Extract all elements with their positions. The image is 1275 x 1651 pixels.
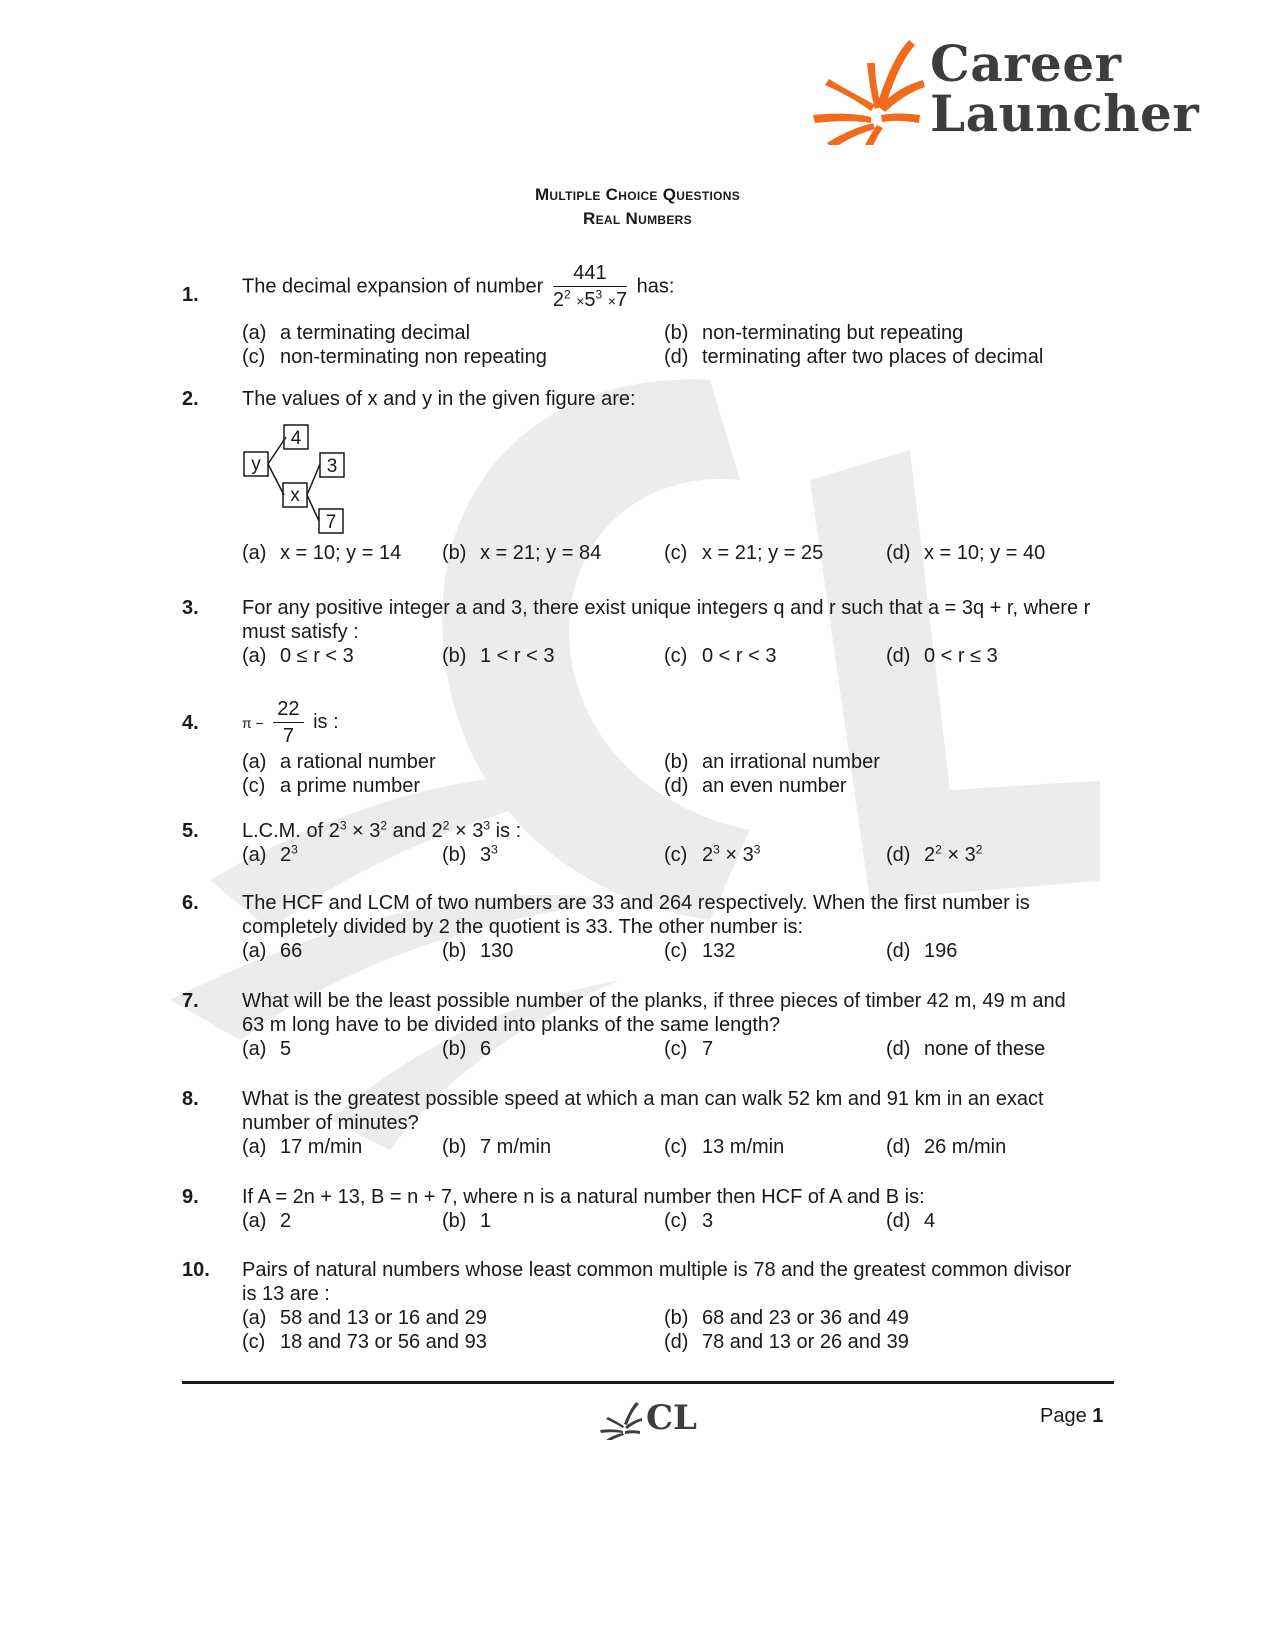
option-a [242, 321, 470, 345]
option-label: (b) [664, 751, 689, 773]
question-text: What is the greatest possible speed at which a man can walk 52 km and 91 km in an exact [242, 1088, 1044, 1110]
option-text: a rational number [280, 751, 436, 773]
option-exp: 3 [291, 842, 298, 857]
option-c [664, 1037, 713, 1061]
page-number [1040, 1405, 1103, 1428]
option-label: (b) [442, 940, 467, 962]
option-text: 1 [480, 1210, 492, 1232]
question-text-before: The decimal expansion of number [242, 275, 544, 298]
q5-part: is : [490, 820, 522, 842]
option-text: terminating after two places of decimal [702, 346, 1044, 368]
fraction-denominator [553, 287, 627, 313]
option-text: 196 [924, 940, 958, 962]
option-b [442, 939, 513, 963]
option-text: none of these [924, 1038, 1046, 1060]
option-text: 3 [702, 1210, 714, 1232]
option-c [242, 774, 420, 798]
q5-part: × 3 [449, 820, 484, 842]
option-text: 58 and 13 or 16 and 29 [280, 1307, 487, 1329]
option-c [664, 1135, 784, 1159]
option-text: 17 m/min [280, 1136, 363, 1158]
question-text-line-2: must satisfy : [242, 621, 359, 643]
question-number: 4. [182, 712, 199, 734]
page-subtitle: Real Numbers [583, 209, 692, 228]
option-a [242, 1037, 291, 1061]
den-base-1: 2 [552, 289, 564, 311]
option-label: (b) [442, 1136, 467, 1158]
option-text: x = 10; y = 14 [280, 542, 402, 564]
question-text-line-2: 63 m long have to be divided into planks of the same length? [242, 1014, 781, 1036]
option-label: (a) [242, 751, 267, 773]
page-title: Multiple Choice Questions [534, 185, 741, 204]
option-exp: 3 [753, 842, 761, 857]
q5-exp: 3 [483, 818, 491, 833]
pi-minus: π − [242, 714, 264, 731]
question-number: 10. [182, 1259, 210, 1281]
option-label: (a) [242, 1210, 267, 1232]
fraction [273, 697, 303, 748]
option-text: 5 [280, 1038, 292, 1060]
question-text-line-2: is 13 are : [242, 1283, 330, 1305]
option-d [886, 843, 982, 867]
question-text [242, 697, 1102, 748]
option-text: x = 21; y = 25 [702, 542, 824, 564]
option-text: 66 [280, 940, 303, 962]
tree-label-3: 3 [326, 456, 338, 477]
option-label: (b) [442, 844, 467, 866]
option-label: (c) [664, 844, 688, 866]
option-text: x = 21; y = 84 [480, 542, 602, 564]
option-a [242, 750, 436, 774]
option-text: 68 and 23 or 36 and 49 [702, 1307, 909, 1329]
option-b [442, 541, 601, 565]
document-header [0, 183, 1275, 231]
q5-exp: 3 [339, 818, 347, 833]
option-text: 130 [480, 940, 514, 962]
option-text: 132 [702, 940, 736, 962]
option-d [886, 1135, 1006, 1159]
option-b [442, 1037, 491, 1061]
option-label: (b) [442, 1210, 467, 1232]
question-number: 3. [182, 597, 199, 619]
option-label: (d) [664, 775, 689, 797]
option-label: (d) [886, 1038, 911, 1060]
footer-divider [182, 1381, 1114, 1384]
option-label: (c) [664, 1038, 688, 1060]
option-label: (b) [664, 1307, 689, 1329]
factor-tree-figure [242, 423, 362, 543]
option-text: an irrational number [702, 751, 880, 773]
footer-burst-icon [598, 1400, 642, 1440]
option-exp: 3 [491, 842, 498, 857]
question-text: What will be the least possible number of the planks, if three pieces of timber 42 m, 49 m and [242, 990, 1066, 1012]
fraction-numerator: 22 [273, 697, 303, 723]
tree-label-7: 7 [325, 512, 337, 533]
option-c [664, 541, 823, 565]
den-base-3: 7 [615, 289, 628, 311]
option-label: (c) [242, 346, 266, 368]
option-text: 0 < r ≤ 3 [924, 645, 998, 667]
option-label: (c) [664, 542, 688, 564]
tree-label-y: y [251, 454, 261, 475]
option-text: a prime number [280, 775, 421, 797]
option-exp: 2 [935, 842, 942, 857]
option-label: (a) [242, 844, 267, 866]
option-label: (b) [664, 322, 689, 344]
logo-line-2: Launcher [930, 84, 1200, 143]
option-text: 4 [924, 1210, 936, 1232]
option-a [242, 541, 401, 565]
fraction-denominator: 7 [282, 725, 294, 747]
option-text: 26 m/min [924, 1136, 1007, 1158]
option-label: (b) [442, 542, 467, 564]
logo-burst-icon [805, 35, 925, 145]
option-label: (d) [886, 542, 911, 564]
question-text: For any positive integer a and 3, there exist unique integers q and r such that a = 3q + r, where r [242, 597, 1091, 619]
option-label: (d) [664, 346, 689, 368]
question-number: 5. [182, 820, 199, 842]
question-text: Pairs of natural numbers whose least common multiple is 78 and the greatest common divisor [242, 1259, 1072, 1281]
den-base-2: 5 [584, 289, 596, 311]
q5-part: L.C.M. of 2 [242, 820, 340, 842]
page-label: Page [1040, 1405, 1087, 1427]
option-exp: 3 [713, 842, 720, 857]
question-text: If A = 2n + 13, B = n + 7, where n is a natural number then HCF of A and B is: [242, 1186, 925, 1208]
den-exp-1: 2 [563, 287, 571, 302]
option-c [242, 1330, 487, 1354]
option-text: a terminating decimal [280, 322, 471, 344]
option-b [664, 1306, 909, 1330]
q5-exp: 2 [442, 818, 450, 833]
page-number-value: 1 [1092, 1405, 1104, 1427]
option-text: 1 < r < 3 [480, 645, 555, 667]
option-label: (a) [242, 940, 267, 962]
option-label: (b) [442, 645, 467, 667]
option-text: 13 m/min [702, 1136, 785, 1158]
option-d [664, 774, 847, 798]
option-text: 2 [280, 1210, 292, 1232]
option-label: (b) [442, 1038, 467, 1060]
option-d [664, 345, 1043, 369]
option-label: (c) [664, 645, 688, 667]
option-label: (c) [242, 1331, 266, 1353]
option-text: x = 10; y = 40 [924, 542, 1046, 564]
option-a [242, 843, 298, 867]
career-launcher-logo [805, 34, 1200, 145]
option-label: (a) [242, 1038, 267, 1060]
option-mid: × 3 [719, 844, 754, 866]
option-text: non-terminating non repeating [280, 346, 547, 368]
question-text: The values of x and y in the given figure are: [242, 388, 636, 410]
option-b [442, 1209, 491, 1233]
question-text [242, 819, 1102, 843]
question-text: The HCF and LCM of two numbers are 33 and 264 respectively. When the first number is [242, 892, 1030, 914]
tree-label-x: x [290, 485, 300, 506]
option-c [664, 939, 735, 963]
option-text: 6 [480, 1038, 492, 1060]
den-times-2: × [607, 293, 616, 309]
option-base: 2 [280, 844, 292, 866]
option-d [886, 1037, 1045, 1061]
option-c [664, 1209, 713, 1233]
question-number: 1. [182, 284, 199, 306]
option-label: (a) [242, 322, 267, 344]
option-text: 78 and 13 or 26 and 39 [702, 1331, 909, 1353]
option-b [664, 321, 963, 345]
option-c [664, 843, 760, 867]
question-number: 8. [182, 1088, 199, 1110]
option-d [664, 1330, 909, 1354]
option-label: (a) [242, 645, 267, 667]
option-a [242, 1306, 487, 1330]
den-exp-2: 3 [595, 287, 603, 302]
footer-cl-logo [598, 1398, 697, 1442]
question-number: 6. [182, 892, 199, 914]
fraction-numerator: 441 [553, 261, 627, 287]
option-label: (a) [242, 542, 267, 564]
option-c [242, 345, 547, 369]
question-number: 7. [182, 990, 199, 1012]
option-b [442, 1135, 551, 1159]
option-c [664, 644, 777, 668]
question-number: 9. [182, 1186, 199, 1208]
question-text-after: has: [636, 275, 675, 298]
question-text [242, 261, 1102, 313]
option-label: (a) [242, 1307, 267, 1329]
question-text-line-2: number of minutes? [242, 1112, 419, 1134]
option-exp: 2 [975, 842, 983, 857]
option-a [242, 1209, 291, 1233]
q5-part: × 3 [346, 820, 381, 842]
option-b [442, 843, 498, 867]
option-a [242, 1135, 362, 1159]
question-text-after: is : [313, 710, 339, 733]
option-label: (c) [664, 1136, 688, 1158]
option-d [886, 1209, 935, 1233]
option-d [886, 939, 957, 963]
option-b [442, 644, 555, 668]
fraction [553, 261, 627, 313]
logo-line-1: Career [930, 34, 1122, 93]
option-label: (d) [886, 1136, 911, 1158]
option-label: (d) [886, 844, 911, 866]
option-text: 0 < r < 3 [702, 645, 777, 667]
option-b [664, 750, 880, 774]
question-number: 2. [182, 388, 199, 410]
option-label: (c) [242, 775, 266, 797]
footer-cl-text: CL [646, 1398, 697, 1438]
option-text: 18 and 73 or 56 and 93 [280, 1331, 487, 1353]
option-d [886, 644, 998, 668]
option-base: 2 [702, 844, 714, 866]
option-d [886, 541, 1045, 565]
q5-exp: 2 [380, 818, 388, 833]
option-text: an even number [702, 775, 847, 797]
option-text: 0 ≤ r < 3 [280, 645, 354, 667]
option-base: 3 [480, 844, 492, 866]
option-label: (d) [886, 645, 911, 667]
option-label: (d) [886, 1210, 911, 1232]
option-a [242, 644, 354, 668]
tree-label-4: 4 [290, 428, 302, 449]
den-times-1: × [576, 293, 585, 309]
option-text: 7 [702, 1038, 714, 1060]
option-a [242, 939, 302, 963]
option-label: (d) [664, 1331, 689, 1353]
option-label: (c) [664, 940, 688, 962]
option-label: (c) [664, 1210, 688, 1232]
option-label: (a) [242, 1136, 267, 1158]
option-text: 7 m/min [480, 1136, 552, 1158]
question-text-line-2: completely divided by 2 the quotient is 33. The other number is: [242, 916, 804, 938]
q5-part: and 2 [387, 820, 443, 842]
option-text: non-terminating but repeating [702, 322, 964, 344]
option-label: (d) [886, 940, 911, 962]
option-mid: × 3 [941, 844, 976, 866]
option-base: 2 [924, 844, 936, 866]
logo-wordmark [930, 34, 1200, 143]
